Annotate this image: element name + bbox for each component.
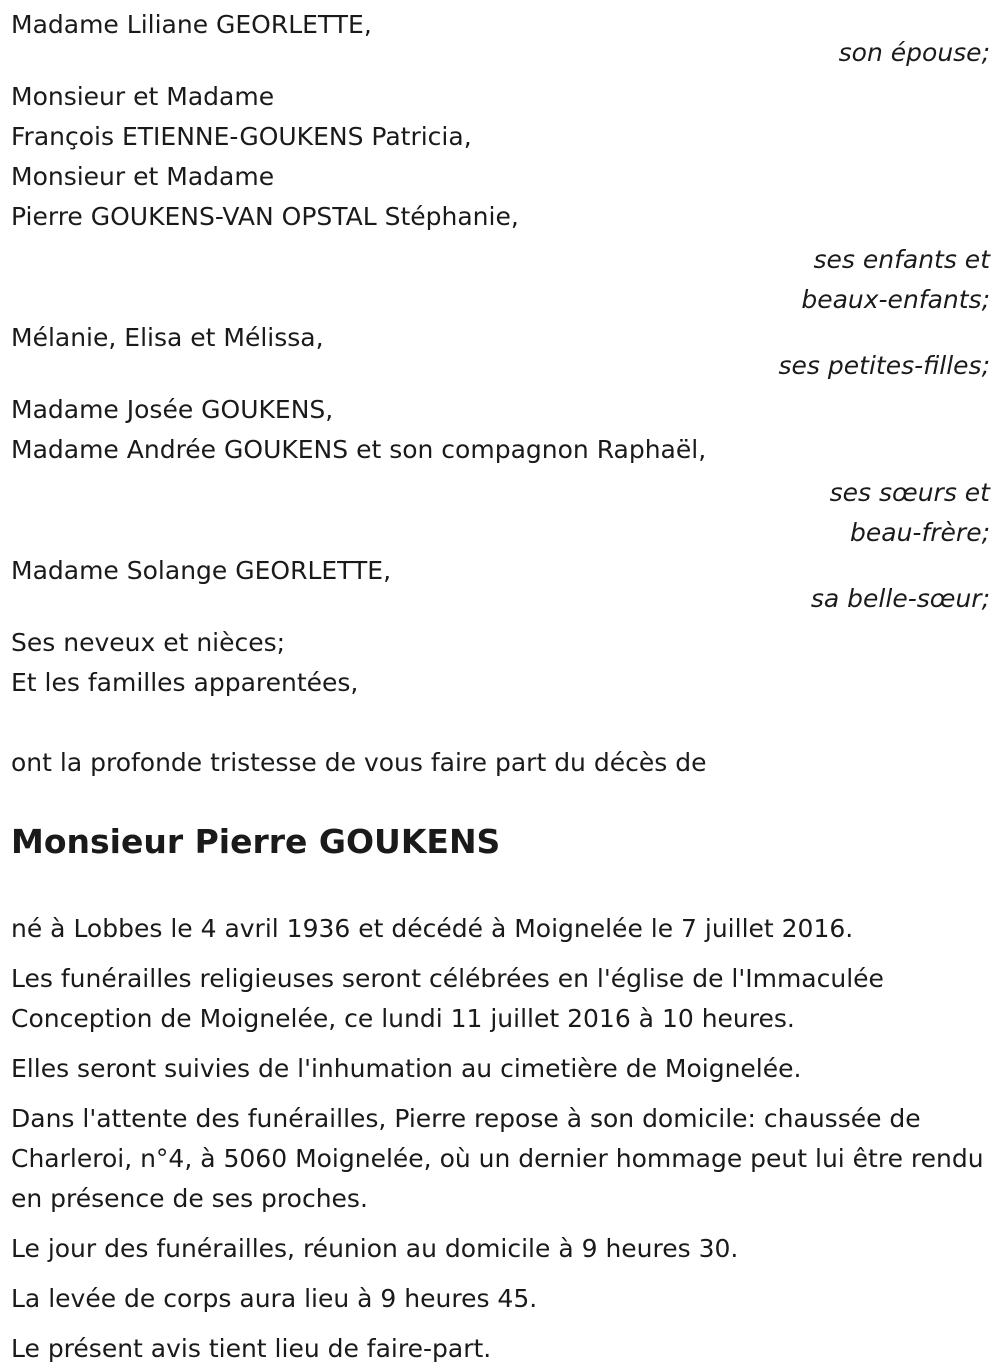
- mourner-group-grandchildren: [11, 318, 990, 378]
- mourner-name: Monsieur et Madame: [11, 82, 275, 111]
- mourner-name: François ETIENNE-GOUKENS Patricia,: [11, 122, 472, 151]
- announcement-text: ont la profonde tristesse de vous faire part du décès de: [11, 748, 707, 777]
- relationship-label: beau-frère;: [850, 518, 990, 547]
- obituary-notice: [0, 5, 1000, 1363]
- funeral-details: [11, 909, 990, 1369]
- mourner-group-spouse: [11, 5, 990, 65]
- relationship-label: ses sœurs et: [829, 478, 990, 507]
- birth-death-dates: né à Lobbes le 4 avril 1936 et décédé à Moignelée le 7 juillet 2016.: [11, 914, 854, 943]
- relationship-label: ses petites-filles;: [778, 351, 990, 380]
- notice-statement: Le présent avis tient lieu de faire-part.: [11, 1334, 492, 1363]
- mourner-group-siblings: [11, 390, 990, 553]
- relationship-label: son épouse;: [838, 38, 990, 67]
- mourner-name: Madame Andrée GOUKENS et son compagnon Raphaël,: [11, 435, 707, 464]
- mourner-name: Monsieur et Madame: [11, 162, 275, 191]
- gathering-info: Le jour des funérailles, réunion au domicile à 9 heures 30.: [11, 1234, 739, 1263]
- mourner-group-extended-family: [11, 623, 990, 703]
- mourner-name: Ses neveux et nièces;: [11, 628, 286, 657]
- mourner-name: Pierre GOUKENS-VAN OPSTAL Stéphanie,: [11, 202, 519, 231]
- deceased-name: Monsieur Pierre GOUKENS: [11, 822, 501, 861]
- relationship-label: ses enfants et: [813, 245, 990, 274]
- mourner-group-sister-in-law: [11, 551, 990, 611]
- mourner-name: Et les familles apparentées,: [11, 668, 359, 697]
- funeral-service-info: Les funérailles religieuses seront célébrées en l'église de l'Immaculée Conception de Moignelée, ce lundi 11 juillet 2016 à 10 heures.: [11, 964, 884, 1033]
- relationship-label: sa belle-sœur;: [810, 584, 990, 613]
- procession-info: La levée de corps aura lieu à 9 heures 45.: [11, 1284, 538, 1313]
- mourner-name: Madame Josée GOUKENS,: [11, 395, 334, 424]
- mourner-name: Madame Solange GEORLETTE,: [11, 556, 392, 585]
- mourner-name: Madame Liliane GEORLETTE,: [11, 10, 372, 39]
- relationship-label: beaux-enfants;: [801, 285, 990, 314]
- mourner-name: Mélanie, Elisa et Mélissa,: [11, 323, 324, 352]
- mourner-group-children: [11, 77, 990, 320]
- burial-info: Elles seront suivies de l'inhumation au cimetière de Moignelée.: [11, 1054, 802, 1083]
- viewing-info: Dans l'attente des funérailles, Pierre repose à son domicile: chaussée de Charleroi, n°4, à 5060 Moignelée, où un dernier hommage peut lui être rendu en présence de ses proches.: [11, 1104, 984, 1213]
